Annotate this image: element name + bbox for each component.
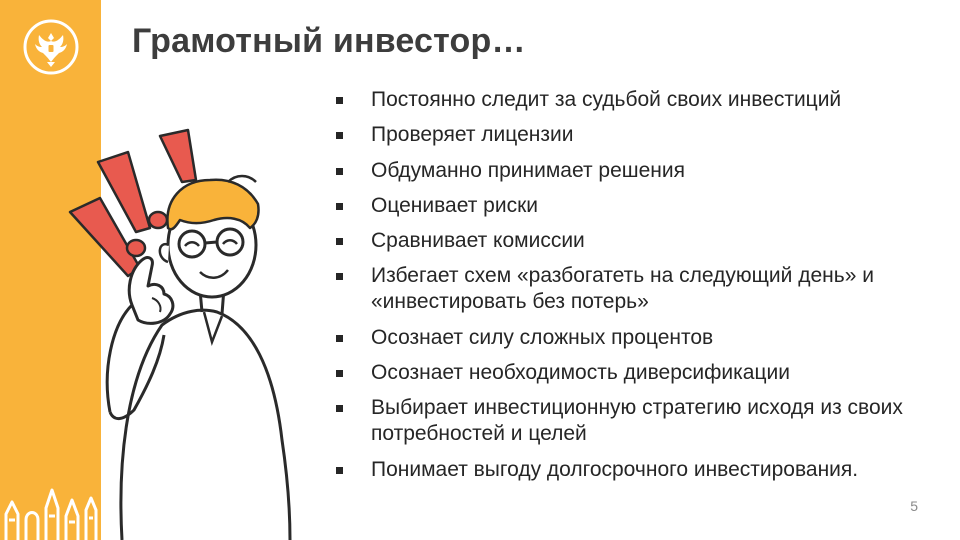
list-item [330,457,940,483]
square-bullet-icon [336,273,343,280]
bullet-text: Проверяет лицензии [371,123,574,147]
bullet-text: Избегает схем «разбогатеть на следующий день» и «инвестировать без потерь» [371,264,874,314]
bullet-text: Понимает выгоду долгосрочного инвестирования. [371,457,859,481]
list-item [330,395,940,447]
bullet-list [330,87,940,492]
list-item [330,122,940,148]
square-bullet-icon [336,467,343,474]
bullet-text: Осознает необходимость диверсификации [371,361,790,385]
bullet-text: Оценивает риски [371,193,538,217]
bullet-text: Выбирает инвестиционную стратегию исходя из своих потребностей и целей [371,396,903,446]
square-bullet-icon [336,97,343,104]
bullet-text: Постоянно следит за судьбой своих инвестиций [371,88,842,111]
list-item [330,325,940,351]
square-bullet-icon [336,405,343,412]
square-bullet-icon [336,168,343,175]
double-headed-eagle-icon [22,18,80,76]
page-title: Грамотный инвестор… [132,22,526,60]
bullet-text: Сравнивает комиссии [371,229,585,253]
list-item [330,87,940,113]
list-item [330,263,940,315]
list-item [330,158,940,184]
bullet-text: Обдуманно принимает решения [371,158,686,182]
square-bullet-icon [336,335,343,342]
list-item [330,228,940,254]
list-item [330,360,940,386]
square-bullet-icon [336,370,343,377]
square-bullet-icon [336,238,343,245]
list-item [330,193,940,219]
square-bullet-icon [336,203,343,210]
bullet-text: Осознает силу сложных процентов [371,325,714,349]
page-number: 5 [910,498,918,514]
square-bullet-icon [336,132,343,139]
thoughtful-man-illustration [52,120,352,540]
